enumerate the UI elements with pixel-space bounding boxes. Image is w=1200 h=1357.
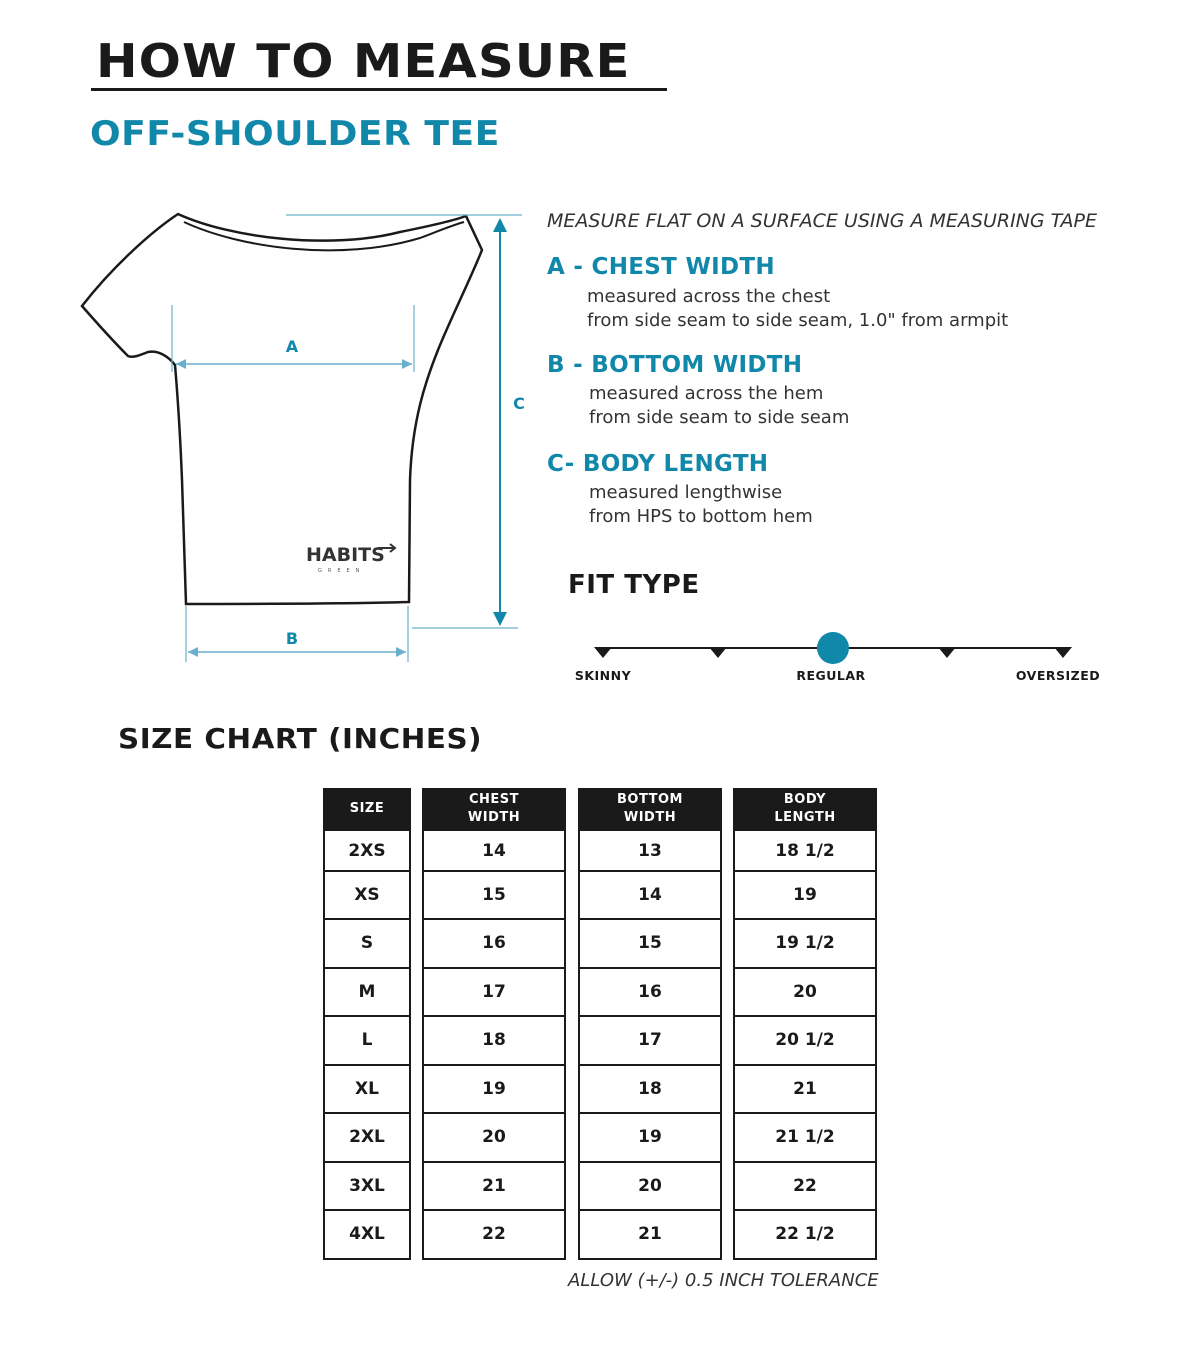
fit-marker-skinny	[594, 647, 612, 658]
measure-a-desc-1: measured across the chest	[587, 286, 831, 307]
measure-a-desc-2: from side seam to side seam, 1.0" from armpit	[587, 310, 1009, 331]
table-cell-bottom-width: 18	[578, 1066, 722, 1115]
measure-b-desc-1: measured across the hem	[589, 383, 824, 404]
measure-c-desc-1: measured lengthwise	[589, 482, 783, 503]
header-line: BODY	[783, 791, 827, 807]
column-header-chest-width	[422, 788, 566, 829]
table-cell-bottom-width: 14	[578, 872, 722, 920]
table-cell-body-length: 19	[733, 872, 877, 920]
table-cell-bottom-width: 13	[578, 829, 722, 872]
measure-instruction: MEASURE FLAT ON A SURFACE USING A MEASURING TAPE	[547, 210, 1097, 232]
table-cell-size: 2XS	[323, 829, 411, 872]
table-cell-chest-width: 22	[422, 1211, 566, 1260]
table-cell-size: 3XL	[323, 1163, 411, 1212]
header-line: SIZE	[349, 800, 385, 816]
header-line: LENGTH	[774, 809, 836, 825]
measure-b-desc-2: from side seam to side seam	[589, 407, 850, 428]
size-chart-title: SIZE CHART (INCHES)	[118, 722, 483, 755]
table-cell-body-length: 22 1/2	[733, 1211, 877, 1260]
measure-a-title: A - CHEST WIDTH	[547, 254, 775, 280]
column-chest-width	[422, 788, 566, 1260]
product-title: OFF-SHOULDER TEE	[90, 114, 500, 154]
arrow-down-icon	[493, 612, 507, 626]
table-cell-body-length: 20	[733, 969, 877, 1018]
tolerance-note: ALLOW (+/-) 0.5 INCH TOLERANCE	[568, 1270, 879, 1291]
label-b: B	[285, 629, 299, 648]
measure-b-title: B - BOTTOM WIDTH	[547, 352, 803, 378]
table-cell-size: XS	[323, 872, 411, 920]
table-cell-chest-width: 15	[422, 872, 566, 920]
header-line: WIDTH	[467, 809, 521, 825]
arrow-left-icon	[188, 647, 198, 657]
measure-c-desc-2: from HPS to bottom hem	[589, 506, 813, 527]
label-c: C	[513, 394, 525, 413]
table-cell-bottom-width: 21	[578, 1211, 722, 1260]
fit-marker-4	[938, 647, 956, 658]
arrow-up-icon	[493, 218, 507, 232]
table-cell-size: L	[323, 1017, 411, 1066]
table-cell-body-length: 21	[733, 1066, 877, 1115]
table-cell-size: S	[323, 920, 411, 969]
header-line: BOTTOM	[617, 791, 683, 807]
fit-scale	[560, 625, 1120, 695]
table-cell-size: M	[323, 969, 411, 1018]
table-cell-bottom-width: 19	[578, 1114, 722, 1163]
fit-label-oversized: OVERSIZED	[1015, 668, 1101, 683]
column-header-size	[323, 788, 411, 829]
table-cell-chest-width: 17	[422, 969, 566, 1018]
table-cell-body-length: 21 1/2	[733, 1114, 877, 1163]
label-a: A	[285, 337, 299, 356]
fit-label-skinny: SKINNY	[574, 668, 632, 683]
table-cell-body-length: 19 1/2	[733, 920, 877, 969]
tee-outline	[82, 214, 482, 604]
table-cell-body-length: 18 1/2	[733, 829, 877, 872]
tee-diagram	[0, 180, 560, 680]
table-cell-bottom-width: 15	[578, 920, 722, 969]
page-title: HOW TO MEASURE	[96, 34, 631, 88]
header-line: CHEST	[468, 791, 520, 807]
table-cell-chest-width: 21	[422, 1163, 566, 1212]
fit-marker-2	[709, 647, 727, 658]
header-line: WIDTH	[623, 809, 677, 825]
column-size	[323, 788, 411, 1260]
brand-text: HABITS	[306, 544, 385, 566]
fit-marker-oversized	[1054, 647, 1072, 658]
table-cell-chest-width: 18	[422, 1017, 566, 1066]
table-cell-size: 4XL	[323, 1211, 411, 1260]
title-underline	[91, 88, 667, 91]
column-bottom-width	[578, 788, 722, 1260]
fit-type-title: FIT TYPE	[568, 570, 700, 600]
measure-c-title: C- BODY LENGTH	[547, 451, 769, 477]
column-body-length	[733, 788, 877, 1260]
table-cell-body-length: 22	[733, 1163, 877, 1212]
table-cell-bottom-width: 20	[578, 1163, 722, 1212]
arrow-right-icon	[396, 647, 406, 657]
table-cell-chest-width: 20	[422, 1114, 566, 1163]
table-cell-size: XL	[323, 1066, 411, 1115]
table-cell-chest-width: 19	[422, 1066, 566, 1115]
fit-label-regular: REGULAR	[796, 668, 866, 683]
table-cell-chest-width: 14	[422, 829, 566, 872]
table-cell-size: 2XL	[323, 1114, 411, 1163]
column-header-body-length	[733, 788, 877, 829]
brand-subtext: GREEN	[318, 568, 366, 574]
column-header-bottom-width	[578, 788, 722, 829]
table-cell-bottom-width: 16	[578, 969, 722, 1018]
table-cell-chest-width: 16	[422, 920, 566, 969]
fit-selected-marker	[817, 632, 849, 664]
table-cell-body-length: 20 1/2	[733, 1017, 877, 1066]
table-cell-bottom-width: 17	[578, 1017, 722, 1066]
